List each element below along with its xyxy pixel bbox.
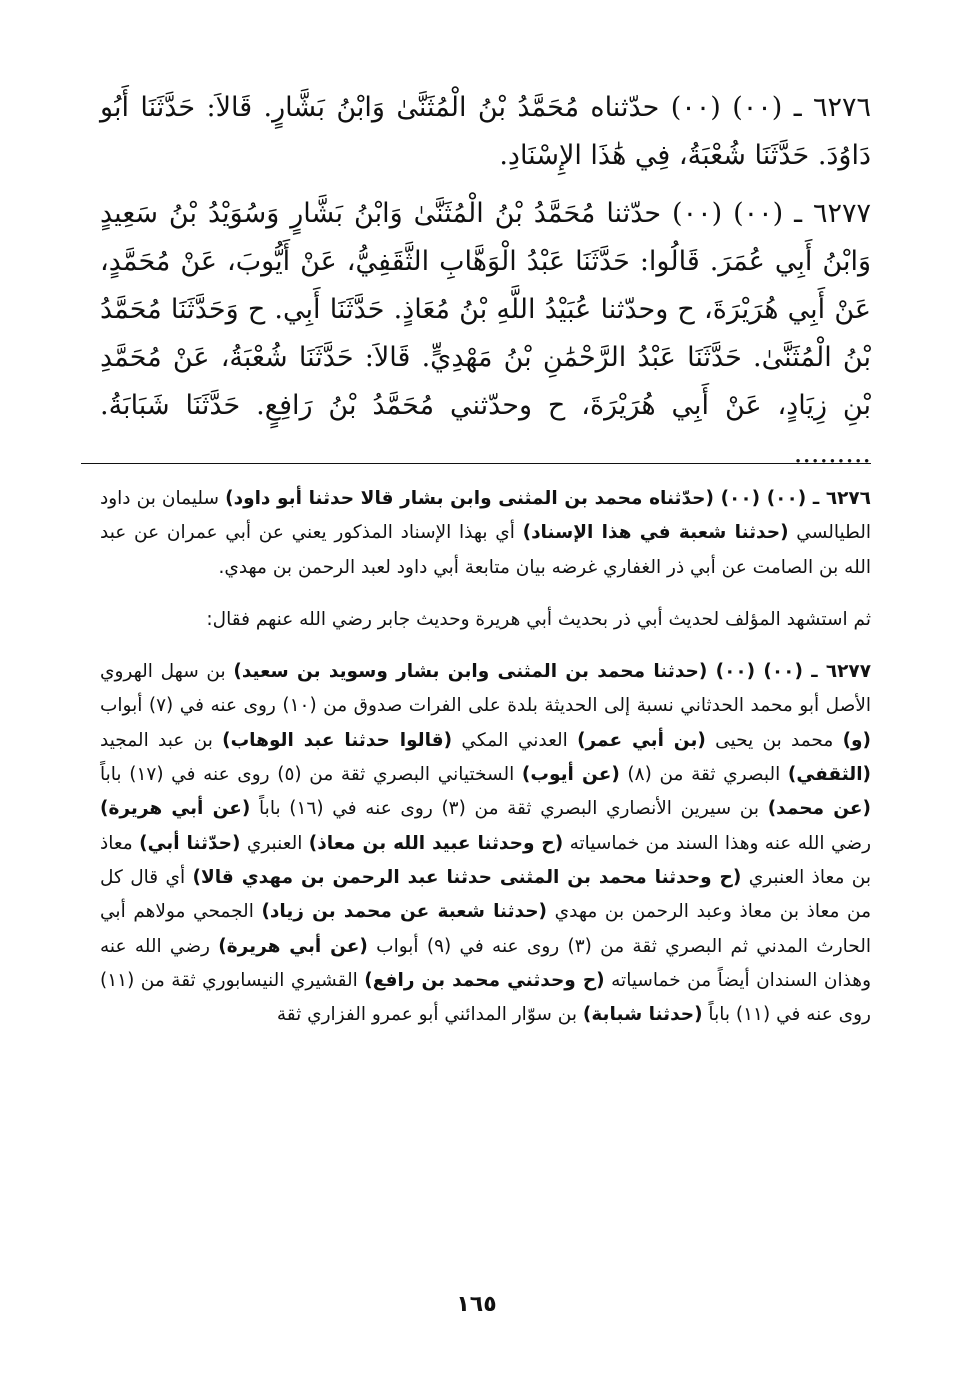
- commentary-text: رضي الله عنه وهذان السندان أيضاً من خماسياته: [100, 935, 871, 991]
- commentary-bold: (عن أيوب): [521, 764, 620, 786]
- hadith-6277: ٦٢٧٧ ـ (٠٠) (٠٠) حدّثنا مُحَمَّدُ بْنُ الْمُثَنَّىٰ وَابْنُ بَشَّارٍ وَسُوَيْدُ بْنُ سَعِيدٍ وَابْنُ أَبِي عُمَرَ. قَالُوا: حَدَّثَنَا عَبْدُ الْوَهَّابِ الثَّقَفِيُّ، عَنْ أَيُّوبَ، عَنْ مُحَمَّدٍ، عَنْ أَبِي هُرَيْرَةَ، ح وحدّثنا عُبَيْدُ اللَّهِ بْنُ مُعَاذٍ. حَدَّثَنَا أَبِي. ح وَحَدَّثَنَا مُحَمَّدُ بْنُ الْمُثَنَّىٰ. حَدَّثَنَا عَبْدُ الرَّحْمَٰنِ بْنُ مَهْدِيٍّ. قَالاَ: حَدَّثَنَا شُعْبَةُ، عَنْ مُحَمَّدِ بْنِ زِيَادٍ، عَنْ أَبِي هُرَيْرَةَ، ح وحدّثني مُحَمَّدُ بْنُ رَافِعٍ. حَدَّثَنَا شَبَابَةُ. .........: [100, 198, 872, 469]
- page-number: ١٦٥: [456, 1292, 497, 1317]
- commentary-text: بن سوّار المدائني أبو عمرو الفزاري ثقة: [276, 1004, 583, 1026]
- commentary-bold: (حدّثنا أبي): [139, 832, 241, 854]
- footnote-separator: [81, 463, 871, 464]
- commentary-text: العدني المكي: [452, 729, 578, 751]
- commentary-block: [100, 482, 871, 1050]
- commentary-text: بن سهل الهروي الأصل أبو محمد الحدثاني نسبة إلى الحديثة بلدة على الفرات صدوق من (١٠) روى عنه في (٧) أبواب: [100, 661, 872, 717]
- commentary-bold: (قالوا حدثنا عبد الوهاب): [222, 729, 453, 751]
- commentary-bold: (ح وحدثنا محمد بن المثنى حدثنا عبد الرحمن بن مهدي قالا): [192, 866, 742, 888]
- commentary-bold: (حدثنا شعبة في هذا الإسناد): [522, 522, 789, 544]
- commentary-text: البصري ثقة من (٨): [619, 764, 788, 786]
- commentary-bold: (عن محمد): [767, 798, 872, 820]
- commentary-bold: (و): [842, 729, 871, 751]
- hadith-text-block: [100, 84, 871, 488]
- commentary-bold: (عن أبي هريرة): [100, 798, 251, 820]
- hadith-6276: ٦٢٧٦ ـ (٠٠) (٠٠) حدّثناه مُحَمَّدُ بْنُ الْمُثَنَّىٰ وَابْنُ بَشَّارٍ. قَالاَ: حَدَّثَنَا أَبُو دَاوُدَ. حَدَّثَنَا شُعْبَةُ، فِي هَٰذَا الإِسْنَادِ.: [100, 92, 872, 171]
- commentary-text: معاذ بن معاذ العنبري: [100, 832, 871, 888]
- commentary-bold: (الثقفي): [787, 764, 871, 786]
- commentary-text: العنبري: [240, 832, 309, 854]
- commentary-text: سليمان بن داود الطيالسي: [100, 488, 872, 544]
- commentary-text: أي قال كل من معاذ بن معاذ وعبد الرحمن بن مهدي: [100, 866, 872, 923]
- commentary-text: أي بهذا الإسناد المذكور يعني عن أبي عمران عن عبد الله بن الصامت عن أبي ذر الغفاري غرضه بيان متابعة أبي داود لعبد الرحمن بن مهدي.: [100, 522, 871, 578]
- commentary-bold: (عن أبي هريرة): [218, 935, 368, 957]
- commentary-bold: (بن أبي عمر): [577, 729, 706, 751]
- commentary-bold: (حدثنا شبابة): [582, 1004, 703, 1026]
- commentary-text: محمد بن يحيى: [705, 729, 843, 751]
- commentary-6277: [100, 655, 871, 1032]
- commentary-transition: ثم استشهد المؤلف لحديث أبي ذر بحديث أبي هريرة وحديث جابر رضي الله عنهم فقال:: [206, 608, 871, 630]
- commentary-text: السختياني البصري ثقة من (٥) روى عنه في (١٧) باباً: [100, 764, 522, 786]
- commentary-text: بن سيرين الأنصاري البصري ثقة من (٣) روى عنه في (١٦) باباً: [250, 798, 768, 820]
- commentary-bold: ٦٢٧٦ ـ (٠٠) (٠٠) (حدّثناه محمد بن المثنى وابن بشار قالا حدثنا أبو داود): [225, 488, 871, 509]
- commentary-text: بن عبد المجيد: [100, 729, 223, 751]
- commentary-text: القشيري النيسابوري ثقة من (١١) روى عنه في (١١) باباً: [100, 969, 871, 1026]
- commentary-bold: (ح وحدثنا عبيد الله بن معاذ): [308, 832, 564, 854]
- commentary-bold: (ح وحدثني محمد بن رافع): [364, 969, 605, 991]
- commentary-text: رضي الله عنه وهذا السند من خماسياته: [563, 832, 872, 854]
- commentary-text: الجمحي مولاهم أبي الحارث المدني ثم البصري ثقة من (٣) روى عنه في (٩) أبواب: [100, 901, 871, 957]
- commentary-6276: [100, 482, 871, 585]
- commentary-bold: (حدثنا شعبة عن محمد بن زياد): [261, 901, 547, 923]
- commentary-bold: ٦٢٧٧ ـ (٠٠) (٠٠) (حدثنا محمد بن المثنى وابن بشار وسويد بن سعيد): [233, 661, 871, 683]
